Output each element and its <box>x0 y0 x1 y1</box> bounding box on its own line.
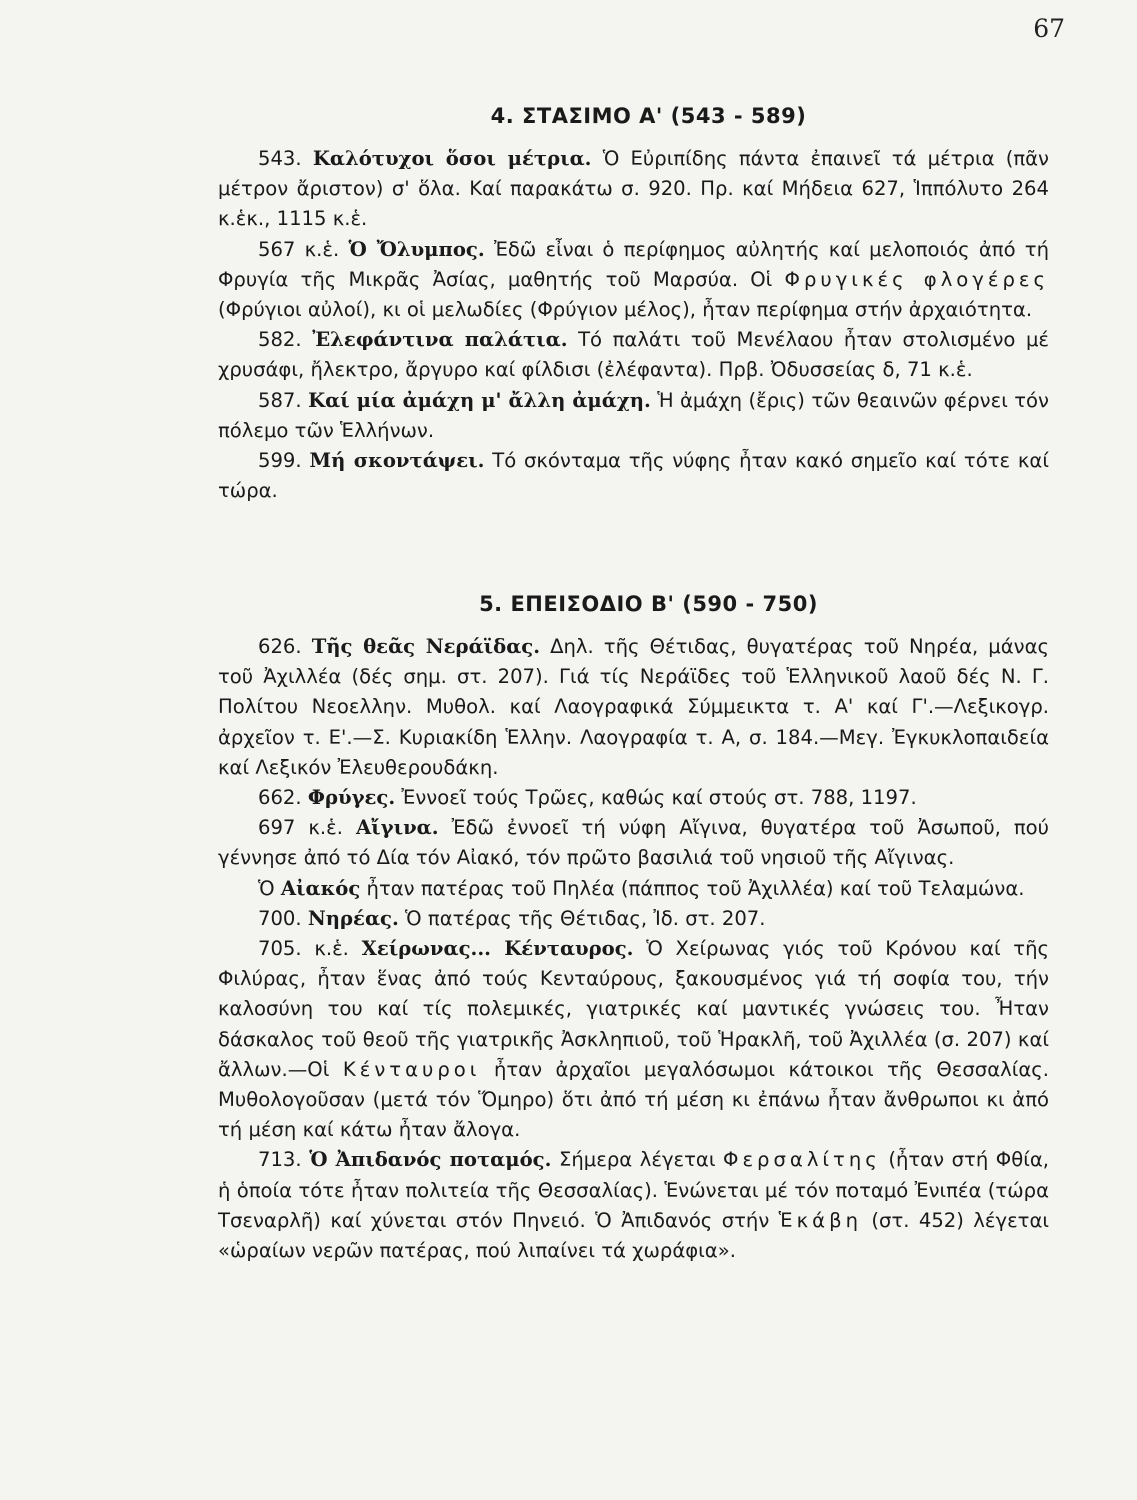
note-662 <box>218 783 1049 813</box>
note-lemma: Ἐλεφάντινα παλάτια. <box>312 328 568 352</box>
note-text: Ὁ <box>258 876 275 900</box>
note-lemma: Αἴγινα. <box>355 816 439 840</box>
note-lemma: Φρύγες. <box>307 786 396 810</box>
note-number: 582. <box>258 328 302 352</box>
note-number: 713. <box>258 1148 302 1172</box>
note-text: Δηλ. τῆς Θέτιδας, θυγατέρας τοῦ Νηρέα, μάνας τοῦ Ἀχιλλέα (δές σημ. στ. 207). Γιά τίς Νεράϊδες τοῦ Ἑλληνικοῦ λαοῦ δές Ν. Γ. Πολίτου Νεοελλην. Μυθολ. καί Λαογραφικά Σύμμεικτα τ. Α' καί Γ'.—Λεξικογρ. ἀρχεῖον τ. Ε'.—Σ. Κυριακίδη Ἑλλην. Λαογραφία τ. Α, σ. 184.—Μεγ. Ἐγκυκλοπαιδεία καί Λεξικόν Ἐλευθερουδάκη. <box>218 635 1050 779</box>
section-heading-epeisodio: 5. ΕΠΕΙΣΟΔΙΟ Β' (590 - 750) <box>479 592 818 616</box>
note-spaced-term: Φρυγικές φλογέρες <box>784 267 1049 291</box>
note-number: 700. <box>258 906 302 930</box>
note-number: 599. <box>258 449 302 473</box>
note-number: 567 κ.ἑ. <box>258 237 340 261</box>
note-text: Τό παλάτι τοῦ Μενέλαου ἦταν στολισμένο μέ χρυσάφι, ἤλεκτρο, ἄργυρο καί φίλδισι (ἐλέφαντα). Πρβ. Ὀδυσσείας δ, 71 κ.ἑ. <box>218 328 1049 382</box>
note-text: ἦταν ἀρχαῖοι μεγαλόσωμοι κάτοικοι τῆς Θεσσαλίας. Μυθολογοῦσαν (μετά τόν Ὅμηρο) ὅτι ἀπό τή μέση κι ἐπάνω ἦταν ἄνθρωποι κι ἀπό τή μέση καί κάτω ἦταν ἄλογα. <box>218 1057 1049 1142</box>
note-587 <box>218 386 1049 446</box>
note-567 <box>218 235 1049 326</box>
note-number: 587. <box>258 388 302 412</box>
note-582 <box>218 325 1049 385</box>
page-number: 67 <box>1033 14 1065 43</box>
note-705 <box>218 934 1049 1145</box>
notes-block-1 <box>218 144 1049 506</box>
note-lemma: Χείρωνας... Κένταυρος. <box>361 937 634 961</box>
note-lemma: Ὁ Ἀπιδανός ποταμός. <box>309 1148 552 1172</box>
note-lemma: Καλότυχοι ὅσοι μέτρια. <box>312 147 592 170</box>
note-lemma: Τῆς θεᾶς Νεράϊδας. <box>311 635 541 658</box>
note-text: Ἐδῶ εἶναι ὁ περίφημος αὐλητής καί μελοποιός ἀπό τή Φρυγία τῆς Μικρᾶς Ἀσίας, μαθητής τοῦ Μαρσύα. Οἱ <box>218 237 1050 291</box>
note-lemma: Ὁ Ὄλυμπος. <box>348 237 485 261</box>
note-spaced-term: Φερσαλίτης <box>723 1148 881 1172</box>
note-text: Ὁ Χείρωνας γιός τοῦ Κρόνου καί τῆς Φιλύρας, ἦταν ἕνας ἀπό τούς Κενταύρους, ξακουσμένος γιά τή σοφία του, τήν καλοσύνη του καί τίς πολεμικές, γιατρικές καί μαντικές γνώσεις του. Ἦταν δάσκαλος τοῦ θεοῦ τῆς γιατρικῆς Ἀσκληπιοῦ, τοῦ Ἡρακλῆ, τοῦ Ἀχιλλέα (σ. 207) καί ἄλλων.—Οἱ <box>218 937 1050 1081</box>
note-700 <box>218 904 1049 934</box>
note-lemma: Μή σκοντάψει. <box>309 449 485 473</box>
section-heading-stasimo: 4. ΣΤΑΣΙΜΟ Α' (543 - 589) <box>490 104 807 128</box>
note-aiakos <box>218 874 1049 904</box>
note-spaced-term: Κένταυροι <box>342 1057 481 1081</box>
note-text: (στ. 452) λέγεται «ὡραίων νερῶν πατέρας, πού λιπαίνει τά χωράφια». <box>218 1208 1049 1263</box>
note-lemma: Καί μία ἀμάχη μ' ἄλλη ἀμάχη. <box>308 388 651 412</box>
note-599 <box>218 446 1049 506</box>
note-text: Ὁ πατέρας τῆς Θέτιδας, Ἰδ. στ. 207. <box>405 906 766 930</box>
note-number: 697 κ.ἑ. <box>258 816 343 840</box>
note-lemma: Αἰακός <box>280 876 361 900</box>
note-text: Τό σκόνταμα τῆς νύφης ἦταν κακό σημεῖο καί τότε καί τώρα. <box>218 449 1049 503</box>
note-text: Σήμερα λέγεται <box>558 1148 716 1172</box>
note-number: 543. <box>258 147 302 170</box>
note-number: 626. <box>258 635 302 658</box>
note-543 <box>218 144 1049 235</box>
note-626 <box>218 632 1049 783</box>
note-text: Ὁ Εὐριπίδης πάντα ἐπαινεῖ τά μέτρια (πᾶν μέτρον ἄριστον) σ' ὅλα. Καί παρακάτω σ. 920. Πρ. καί Μήδεια 627, Ἱππόλυτο 264 κ.ἑκ., 1115 κ.ἑ. <box>218 147 1050 231</box>
note-text: (ἦταν στή Φθία, ἡ ὁποία τότε ἦταν πολιτεία τῆς Θεσσαλίας). Ἑνώνεται μέ τόν ποταμό Ἐνιπέα (τώρα Τσεναρλῆ) καί χύνεται στόν Πηνειό. Ὁ Ἀπιδανός στήν <box>218 1148 1049 1232</box>
note-text: ἦταν πατέρας τοῦ Πηλέα (πάππος τοῦ Ἀχιλλέα) καί τοῦ Τελαμώνα. <box>366 876 1025 900</box>
notes-block-2 <box>218 632 1049 1266</box>
note-spaced-term: Ἑκάβη <box>778 1208 862 1232</box>
note-text: Ἡ ἀμάχη (ἔρις) τῶν θεαινῶν φέρνει τόν πόλεμο τῶν Ἑλλήνων. <box>218 388 1049 442</box>
note-text: Ἐννοεῖ τούς Τρῶες, καθώς καί στούς στ. 788, 1197. <box>401 786 917 810</box>
note-text: (Φρύγιοι αὐλοί), κι οἱ μελωδίες (Φρύγιον μέλος), ἦταν περίφημα στήν ἀρχαιότητα. <box>218 298 1033 322</box>
note-lemma: Νηρέας. <box>307 906 399 930</box>
note-697 <box>218 813 1049 873</box>
note-713 <box>218 1145 1049 1266</box>
note-number: 662. <box>258 786 302 810</box>
note-text: Ἐδῶ ἐννοεῖ τή νύφη Αἴγινα, θυγατέρα τοῦ Ἀσωποῦ, πού γέννησε ἀπό τό Δία τόν Αἰακό, τόν πρῶτο βασιλιά τοῦ νησιοῦ τῆς Αἴγινας. <box>218 816 1049 870</box>
note-number: 705. κ.ἑ. <box>258 937 349 961</box>
